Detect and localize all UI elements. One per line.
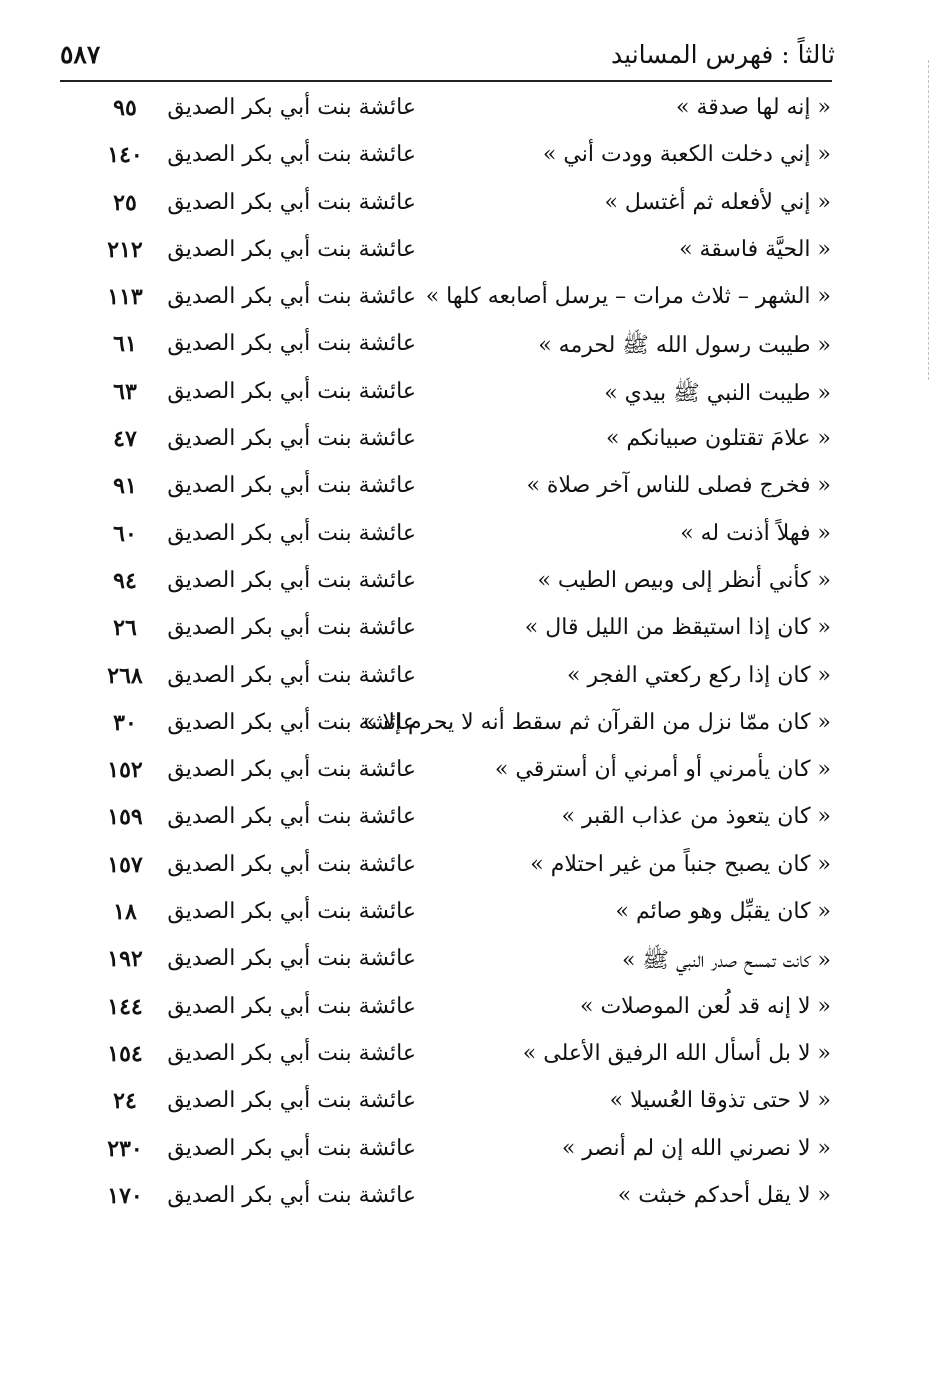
- reference-number: ٢٣٠: [107, 1135, 143, 1162]
- hadith-text: « طيبت النبي ﷺ بيدي »: [604, 380, 831, 406]
- reference-number: ٢٦٨: [107, 662, 143, 689]
- hadith-text: « كان إذا استيقظ من الليل قال »: [524, 615, 831, 641]
- narrator-name: عائشة بنت أبي بكر الصديق: [167, 709, 416, 735]
- hadith-text: « لا بل أسأل الله الرفيق الأعلى »: [522, 1040, 831, 1066]
- narrator-name: عائشة بنت أبي بكر الصديق: [167, 189, 416, 215]
- narrator-name: عائشة بنت أبي بكر الصديق: [167, 1135, 416, 1161]
- reference-number: ١٩٢: [107, 946, 143, 973]
- reference-number: ١٥٢: [107, 757, 143, 784]
- hadith-text: « كان يقبِّل وهو صائم »: [615, 899, 831, 925]
- reference-number: ٦٣: [113, 378, 137, 405]
- narrator-name: عائشة بنت أبي بكر الصديق: [167, 378, 416, 404]
- table-row: [0, 323, 935, 370]
- narrator-name: عائشة بنت أبي بكر الصديق: [167, 426, 416, 452]
- reference-number: ٢٤: [113, 1088, 137, 1115]
- hadith-text: « علامَ تقتلون صبيانكم »: [605, 426, 831, 452]
- reference-number: ٢١٢: [107, 236, 143, 263]
- reference-number: ١٥٧: [107, 851, 143, 878]
- narrator-name: عائشة بنت أبي بكر الصديق: [167, 662, 416, 688]
- narrator-name: عائشة بنت أبي بكر الصديق: [167, 1040, 416, 1066]
- hadith-text: « لا نصرني الله إن لم أنصر »: [561, 1135, 831, 1161]
- header-rule: [60, 80, 832, 82]
- table-row: [0, 702, 935, 749]
- reference-number: ١٥٩: [107, 804, 143, 831]
- reference-number: ٦٠: [113, 520, 137, 547]
- narrator-name: عائشة بنت أبي بكر الصديق: [167, 284, 416, 310]
- section-title: ثالثاً : فهرس المسانيد: [611, 40, 835, 69]
- hadith-text: « كان يتعوذ من عذاب القبر »: [561, 804, 831, 830]
- narrator-name: عائشة بنت أبي بكر الصديق: [167, 236, 416, 262]
- narrator-name: عائشة بنت أبي بكر الصديق: [167, 899, 416, 925]
- hadith-text: « لا حتى تذوقا العُسيلا »: [609, 1088, 831, 1114]
- table-row: [0, 182, 935, 229]
- narrator-name: عائشة بنت أبي بكر الصديق: [167, 615, 416, 641]
- page-header: [60, 36, 835, 76]
- reference-number: ٢٥: [113, 189, 137, 216]
- table-row: [0, 986, 935, 1033]
- hadith-text: « الشهر – ثلاث مرات – يرسل أصابعه كلها »: [425, 284, 831, 310]
- narrator-name: عائشة بنت أبي بكر الصديق: [167, 473, 416, 499]
- narrator-name: عائشة بنت أبي بكر الصديق: [167, 95, 416, 120]
- hadith-text: « لا يقل أحدكم خبثت »: [617, 1182, 831, 1208]
- reference-number: ١٨: [113, 899, 137, 926]
- table-row: [0, 891, 935, 938]
- table-row: [0, 938, 935, 985]
- narrator-name: عائشة بنت أبي بكر الصديق: [167, 804, 416, 830]
- table-row: [0, 607, 935, 654]
- narrator-name: عائشة بنت أبي بكر الصديق: [167, 567, 416, 593]
- table-row: [0, 229, 935, 276]
- reference-number: ١١٣: [107, 284, 143, 311]
- table-row: [0, 87, 935, 134]
- narrator-name: عائشة بنت أبي بكر الصديق: [167, 1182, 416, 1208]
- table-row: [0, 134, 935, 181]
- table-row: [0, 371, 935, 418]
- reference-number: ١٤٤: [107, 993, 143, 1020]
- reference-number: ٤٧: [113, 426, 137, 453]
- reference-number: ١٤٠: [107, 142, 143, 169]
- narrator-name: عائشة بنت أبي بكر الصديق: [167, 757, 416, 783]
- table-row: [0, 1080, 935, 1127]
- table-row: [0, 1175, 935, 1222]
- reference-number: ٢٦: [113, 615, 137, 642]
- hadith-text: « فهلاً أذنت له »: [680, 520, 831, 546]
- reference-number: ١٧٠: [107, 1182, 143, 1209]
- hadith-text: « كأني أنظر إلى وبيص الطيب »: [537, 567, 831, 593]
- reference-number: ٩١: [113, 473, 137, 500]
- table-row: [0, 796, 935, 843]
- table-row: [0, 655, 935, 702]
- hadith-text: « طيبت رسول الله ﷺ لحرمه »: [538, 333, 831, 359]
- index-table: [0, 87, 935, 1222]
- table-row: [0, 749, 935, 796]
- hadith-text: « لا إنه قد لُعن الموصلات »: [579, 993, 831, 1019]
- narrator-name: عائشة بنت أبي بكر الصديق: [167, 142, 416, 168]
- reference-number: ٣٠: [113, 709, 137, 736]
- table-row: [0, 1033, 935, 1080]
- hadith-text: « فخرج فصلى للناس آخر صلاة »: [526, 473, 831, 499]
- hadith-text: « كان يأمرني أو أمرني أن أسترقي »: [494, 757, 831, 783]
- table-row: [0, 844, 935, 891]
- reference-number: ٦١: [113, 331, 137, 358]
- table-row: [0, 418, 935, 465]
- table-row: [0, 513, 935, 560]
- hadith-text: « كانت تمسح صدر النبي ﷺ »: [621, 948, 831, 974]
- hadith-text: « كان إذا ركع ركعتي الفجر »: [566, 662, 831, 688]
- narrator-name: عائشة بنت أبي بكر الصديق: [167, 520, 416, 546]
- reference-number: ٩٤: [113, 567, 137, 594]
- table-row: [0, 1128, 935, 1175]
- hadith-text: « كان ممّا نزل من القرآن ثم سقط أنه لا يحرم إلا »: [361, 709, 831, 735]
- hadith-text: « كان يصبح جنباً من غير احتلام »: [530, 851, 831, 877]
- table-row: [0, 560, 935, 607]
- hadith-text: « إني لأفعله ثم أغتسل »: [604, 189, 831, 215]
- table-row: [0, 465, 935, 512]
- hadith-text: « الحيَّة فاسقة »: [679, 236, 831, 262]
- reference-number: ١٥٤: [107, 1040, 143, 1067]
- table-row: [0, 276, 935, 323]
- narrator-name: عائشة بنت أبي بكر الصديق: [167, 993, 416, 1019]
- narrator-name: عائشة بنت أبي بكر الصديق: [167, 1088, 416, 1114]
- narrator-name: عائشة بنت أبي بكر الصديق: [167, 946, 416, 972]
- page-number: ٥٨٧: [60, 40, 101, 69]
- hadith-text: « إنه لها صدقة »: [675, 95, 831, 120]
- hadith-text: « إني دخلت الكعبة وودت أني »: [542, 142, 831, 168]
- narrator-name: عائشة بنت أبي بكر الصديق: [167, 851, 416, 877]
- reference-number: ٩٥: [113, 95, 137, 121]
- narrator-name: عائشة بنت أبي بكر الصديق: [167, 331, 416, 357]
